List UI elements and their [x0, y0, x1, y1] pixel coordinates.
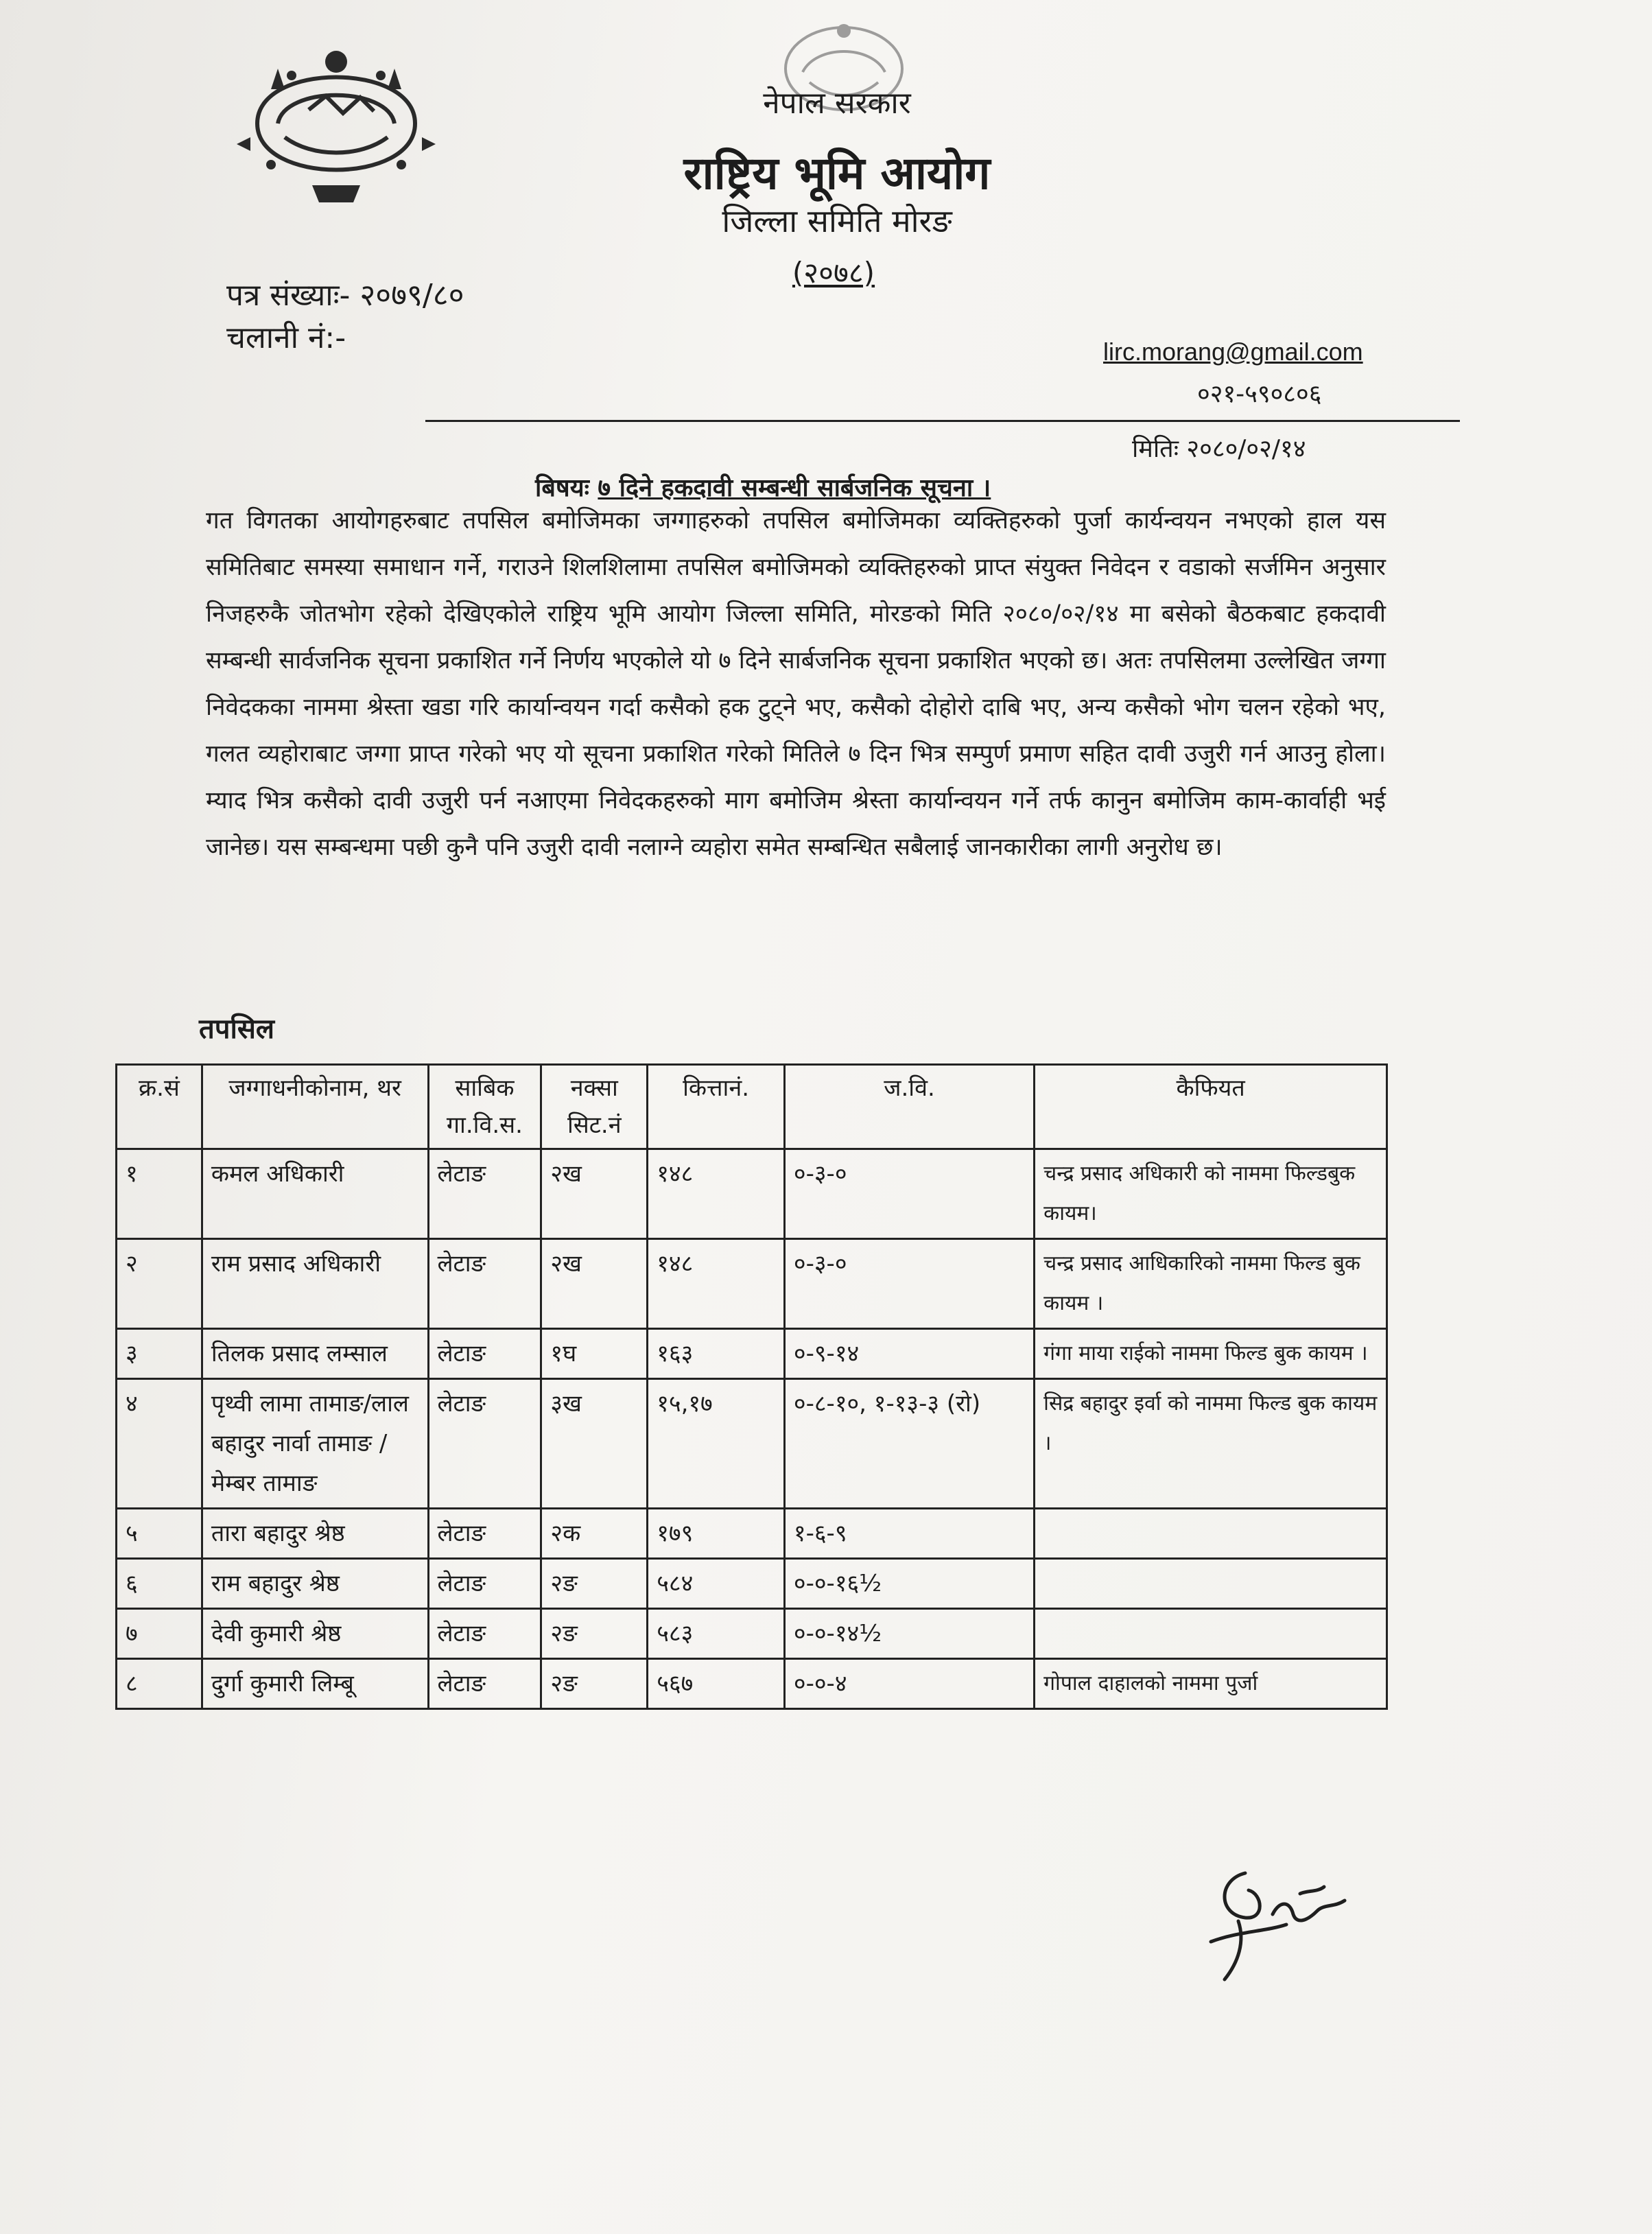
cell-area: १-६-९ [784, 1509, 1034, 1559]
cell-vdc: लेटाङ [428, 1239, 541, 1329]
cell-remarks [1035, 1509, 1387, 1559]
cell-sheet: १घ [541, 1329, 648, 1379]
cell-plot: १६३ [648, 1329, 785, 1379]
committee-year: (२०७८) [792, 256, 875, 290]
dispatch-number: चलानी नं:- [226, 320, 346, 355]
cell-serial: ८ [117, 1659, 202, 1709]
notice-body: गत विगतका आयोगहरुबाट तपसिल बमोजिमका जग्गाहरुको तपसिल बमोजिमका व्यक्तिहरुको पुर्जा कार्यन्वयन नभएको हाल यस समितिबाट समस्या समाधान गर्ने, गराउने शिलशिलामा तपसिल बमोजिमको व्यक्तिहरुको प्राप्त संयुक्त निवेदन र वडाको सर्जमिन अनुसार निजहरुकै जोतभोग रहेको देखिएकोले राष्ट्रिय भूमि आयोग जिल्ला समिति, मोरङको मिति २०८०/०२/१४ मा बसेको बैठकबाट हकदावी सम्बन्धी सार्वजनिक सूचना प्रकाशित गर्ने निर्णय भएकोले यो ७ दिने सार्बजनिक सूचना प्रकाशित भएको छ। अतः तपसिलमा उल्लेखित जग्गा निवेदकका नाममा श्रेस्ता खडा गरि कार्यान्वयन गर्दा कसैको हक टुट्ने भए, कसैको दोहोरो दाबि भए, अन्य कसैको भोग चलन रहेको भए, गलत व्यहोराबाट जग्गा प्राप्त गरेको भए यो सूचना प्रकाशित गरेको मितिले ७ दिन भित्र सम्पुर्ण प्रमाण सहित दावी उजुरी गर्न आउनु होला। म्याद भित्र कसैको दावी उजुरी पर्न नआएमा निवेदकहरुको माग बमोजिम श्रेस्ता कार्यान्वयन गर्ने तर्फ कानुन बमोजिम काम-कार्वाही भई जानेछ। यस सम्बन्धमा पछी कुनै पनि उजुरी दावी नलाग्ने व्यहोरा समेत सम्बन्धित सबैलाई जानकारीका लागी अनुरोध छ। [206, 507, 1386, 861]
table-row [117, 1559, 1387, 1609]
cell-serial: ६ [117, 1559, 202, 1609]
cell-remarks: चन्द्र प्रसाद अधिकारी को नाममा फिल्डबुक कायम। [1035, 1149, 1387, 1239]
col-header-area: ज.वि. [784, 1065, 1034, 1149]
col-header-serial: क्र.सं [117, 1065, 202, 1149]
table-row [117, 1329, 1387, 1379]
contact-email: lirc.morang@gmail.com [1103, 338, 1363, 366]
cell-owner: पृथ्वी लामा तामाङ/लाल बहादुर नार्वा तामाङ /मेम्बर तामाङ [202, 1379, 428, 1509]
col-header-vdc: साबिक गा.वि.स. [428, 1065, 541, 1149]
cell-remarks: सिद्र बहादुर इर्वा को नाममा फिल्ड बुक कायम । [1035, 1379, 1387, 1509]
government-name: नेपाल सरकार [763, 86, 911, 121]
cell-plot: १४८ [648, 1239, 785, 1329]
cell-owner: तारा बहादुर श्रेष्ठ [202, 1509, 428, 1559]
cell-area: ०-०-१६½ [784, 1559, 1034, 1609]
nepal-emblem-icon [230, 21, 442, 220]
cell-serial: ४ [117, 1379, 202, 1509]
table-row [117, 1509, 1387, 1559]
cell-remarks [1035, 1559, 1387, 1609]
cell-owner: तिलक प्रसाद लम्साल [202, 1329, 428, 1379]
cell-vdc: लेटाङ [428, 1509, 541, 1559]
letter-date: मितिः २०८०/०२/१४ [1132, 435, 1306, 463]
subject-prefix: बिषयः [535, 474, 589, 502]
table-row [117, 1379, 1387, 1509]
cell-serial: ७ [117, 1609, 202, 1659]
cell-area: ०-०-१४½ [784, 1609, 1034, 1659]
cell-owner: कमल अधिकारी [202, 1149, 428, 1239]
contact-phone: ०२१-५९०८०६ [1197, 380, 1322, 408]
cell-sheet: २ख [541, 1239, 648, 1329]
cell-remarks: गंगा माया राईको नाममा फिल्ड बुक कायम । [1035, 1329, 1387, 1379]
cell-sheet: २ख [541, 1149, 648, 1239]
commission-name: राष्ट्रिय भूमि आयोग [683, 147, 991, 200]
table-row [117, 1239, 1387, 1329]
cell-sheet: २ङ [541, 1609, 648, 1659]
cell-serial: ३ [117, 1329, 202, 1379]
cell-vdc: लेटाङ [428, 1609, 541, 1659]
subject-text: ७ दिने हकदावी सम्बन्धी सार्बजनिक सूचना । [598, 474, 991, 502]
cell-vdc: लेटाङ [428, 1559, 541, 1609]
cell-owner: राम बहादुर श्रेष्ठ [202, 1559, 428, 1609]
cell-sheet: ३ख [541, 1379, 648, 1509]
cell-vdc: लेटाङ [428, 1329, 541, 1379]
cell-area: ०-३-० [784, 1239, 1034, 1329]
cell-plot: ५६७ [648, 1659, 785, 1709]
table-row [117, 1609, 1387, 1659]
col-header-sheet: नक्सा सिट.नं [541, 1065, 648, 1149]
table-header-row [117, 1065, 1387, 1149]
letter-number: पत्र संख्याः- २०७९/८० [226, 278, 464, 313]
cell-area: ०-३-० [784, 1149, 1034, 1239]
cell-remarks: चन्द्र प्रसाद आधिकारिको नाममा फिल्ड बुक कायम । [1035, 1239, 1387, 1329]
district-committee: जिल्ला समिति मोरङ [722, 202, 952, 239]
table-row [117, 1149, 1387, 1239]
cell-owner: दुर्गा कुमारी लिम्बू [202, 1659, 428, 1709]
cell-remarks: गोपाल दाहालको नाममा पुर्जा [1035, 1659, 1387, 1709]
cell-plot: १७९ [648, 1509, 785, 1559]
cell-sheet: २ङ [541, 1559, 648, 1609]
cell-remarks [1035, 1609, 1387, 1659]
col-header-remarks: कैफियत [1035, 1065, 1387, 1149]
cell-sheet: २ङ [541, 1659, 648, 1709]
cell-owner: देवी कुमारी श्रेष्ठ [202, 1609, 428, 1659]
col-header-owner: जग्गाधनीकोनाम, थर [202, 1065, 428, 1149]
cell-plot: ५८३ [648, 1609, 785, 1659]
signature-icon [1197, 1853, 1376, 1990]
cell-vdc: लेटाङ [428, 1659, 541, 1709]
schedule-table [115, 1063, 1388, 1710]
cell-serial: ५ [117, 1509, 202, 1559]
cell-plot: १५,१७ [648, 1379, 785, 1509]
col-header-plot: कित्तानं. [648, 1065, 785, 1149]
cell-area: ०-९-१४ [784, 1329, 1034, 1379]
schedule-title: तपसिल [199, 1013, 275, 1045]
cell-area: ०-०-४ [784, 1659, 1034, 1709]
cell-vdc: लेटाङ [428, 1379, 541, 1509]
cell-serial: २ [117, 1239, 202, 1329]
cell-serial: १ [117, 1149, 202, 1239]
cell-sheet: २क [541, 1509, 648, 1559]
cell-vdc: लेटाङ [428, 1149, 541, 1239]
cell-area: ०-८-१०, १-१३-३ (रो) [784, 1379, 1034, 1509]
cell-owner: राम प्रसाद अधिकारी [202, 1239, 428, 1329]
cell-plot: १४८ [648, 1149, 785, 1239]
table-row [117, 1659, 1387, 1709]
header-divider [425, 420, 1460, 422]
cell-plot: ५८४ [648, 1559, 785, 1609]
